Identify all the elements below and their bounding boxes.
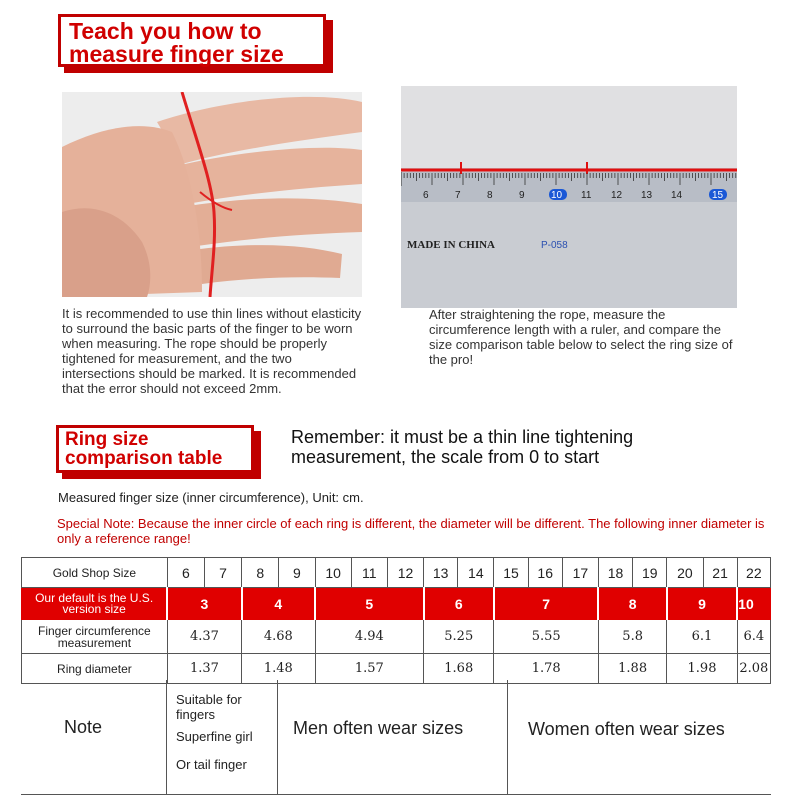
ruler-tick-label: 6 <box>423 190 429 201</box>
main-title-box <box>58 14 326 67</box>
title-shadow <box>254 431 261 479</box>
gold-size-cell: 13 <box>424 558 458 588</box>
us-size-cell: 4 <box>242 588 315 620</box>
special-note: Special Note: Because the inner circle of each ring is different, the diameter will be different. The following inner diameter is only a reference range! <box>57 516 765 546</box>
us-size-cell: 8 <box>598 588 666 620</box>
ruler-made-in: MADE IN CHINA <box>407 239 495 251</box>
circumference-cell: 4.94 <box>315 620 424 654</box>
diameter-cell: 1.88 <box>598 654 666 684</box>
note-section <box>21 680 771 795</box>
us-size-cell: 3 <box>167 588 241 620</box>
row-label: Our default is the U.S. version size <box>22 588 168 620</box>
gold-size-cell: 16 <box>528 558 562 588</box>
table-row <box>22 620 771 654</box>
table-row <box>22 558 771 588</box>
main-title <box>69 20 284 66</box>
diameter-cell: 1.37 <box>167 654 241 684</box>
us-size-cell: 6 <box>424 588 494 620</box>
ruler-model: P-058 <box>541 240 568 251</box>
divider <box>166 680 167 795</box>
circumference-cell: 5.8 <box>598 620 666 654</box>
diameter-cell: 1.68 <box>424 654 494 684</box>
gold-size-cell: 19 <box>633 558 667 588</box>
ruler-tick-label: 12 <box>611 190 623 201</box>
ruler-tick-label: 11 <box>581 190 592 201</box>
gold-size-cell: 14 <box>458 558 494 588</box>
gold-size-cell: 6 <box>167 558 204 588</box>
gold-size-cell: 20 <box>667 558 703 588</box>
ruler-instructions: After straightening the rope, measure the circumference length with a ruler, and compare the size comparison table below to select the ring size of the pro! <box>429 307 733 367</box>
measured-note: Measured finger size (inner circumference), Unit: cm. <box>58 490 364 505</box>
gold-size-cell: 21 <box>703 558 737 588</box>
circumference-cell: 5.55 <box>494 620 599 654</box>
table-title-box <box>56 425 254 473</box>
us-size-cell: 9 <box>667 588 737 620</box>
diameter-cell: 1.78 <box>494 654 599 684</box>
note-superfine: Superfine girl <box>176 729 253 744</box>
note-women: Women often wear sizes <box>528 719 725 739</box>
diameter-cell: 1.57 <box>315 654 424 684</box>
gold-size-cell: 18 <box>598 558 632 588</box>
ruler-tick-label: 15 <box>712 190 724 201</box>
gold-size-cell: 11 <box>351 558 387 588</box>
divider <box>277 680 278 795</box>
note-label: Note <box>64 717 103 737</box>
circumference-cell: 6.4 <box>737 620 770 654</box>
title-shadow <box>64 67 333 73</box>
gold-size-cell: 22 <box>737 558 770 588</box>
diameter-cell: 1.98 <box>667 654 737 684</box>
circumference-cell: 4.37 <box>167 620 241 654</box>
title-shadow <box>326 20 333 73</box>
us-size-cell: 10 <box>737 588 770 620</box>
ruler-tick-label: 14 <box>671 190 683 201</box>
measuring-instructions: It is recommended to use thin lines without elasticity to surround the basic parts of the finger to be worn when measuring. The rope should be properly tightened for measurement, and the two intersections should be marked. It is recommended that the error should not exceed 2mm. <box>62 306 362 396</box>
table-title-line-2: comparison table <box>65 448 223 469</box>
ruler-tick-label: 8 <box>487 190 493 201</box>
table-row <box>22 654 771 684</box>
ruler-tick-label: 7 <box>455 190 461 201</box>
table-title <box>65 430 222 468</box>
ruler-tick-label: 10 <box>551 190 563 201</box>
row-label: Gold Shop Size <box>22 558 168 588</box>
main-title-line-2: measure finger size <box>69 41 284 67</box>
note-suitable: Suitable for fingers <box>176 692 242 722</box>
row-label: Ring diameter <box>22 654 168 684</box>
gold-size-cell: 15 <box>494 558 528 588</box>
size-comparison-table <box>21 557 771 684</box>
remember-note: Remember: it must be a thin line tightening measurement, the scale from 0 to start <box>291 427 634 467</box>
us-size-cell: 5 <box>315 588 424 620</box>
gold-size-cell: 10 <box>315 558 351 588</box>
circumference-cell: 4.68 <box>242 620 315 654</box>
diameter-cell: 2.08 <box>737 654 770 684</box>
title-shadow <box>62 473 261 479</box>
ruler-tick-label: 9 <box>519 190 525 201</box>
table-title-line-1: Ring size <box>65 429 149 450</box>
gold-size-cell: 12 <box>387 558 423 588</box>
circumference-cell: 6.1 <box>667 620 737 654</box>
main-title-line-1: Teach you how to <box>69 18 262 44</box>
table-row <box>22 588 771 620</box>
hand-measuring-photo <box>62 92 362 297</box>
gold-size-cell: 9 <box>279 558 315 588</box>
ruler-photo <box>401 86 737 308</box>
gold-size-cell: 8 <box>242 558 279 588</box>
gold-size-cell: 17 <box>562 558 598 588</box>
circumference-cell: 5.25 <box>424 620 494 654</box>
note-tail: Or tail finger <box>176 757 247 772</box>
note-men: Men often wear sizes <box>293 718 464 738</box>
row-label: Finger circumference measurement <box>22 620 168 654</box>
gold-size-cell: 7 <box>204 558 241 588</box>
us-size-cell: 7 <box>494 588 599 620</box>
divider <box>507 680 508 795</box>
diameter-cell: 1.48 <box>242 654 315 684</box>
ruler-tick-label: 13 <box>641 190 653 201</box>
